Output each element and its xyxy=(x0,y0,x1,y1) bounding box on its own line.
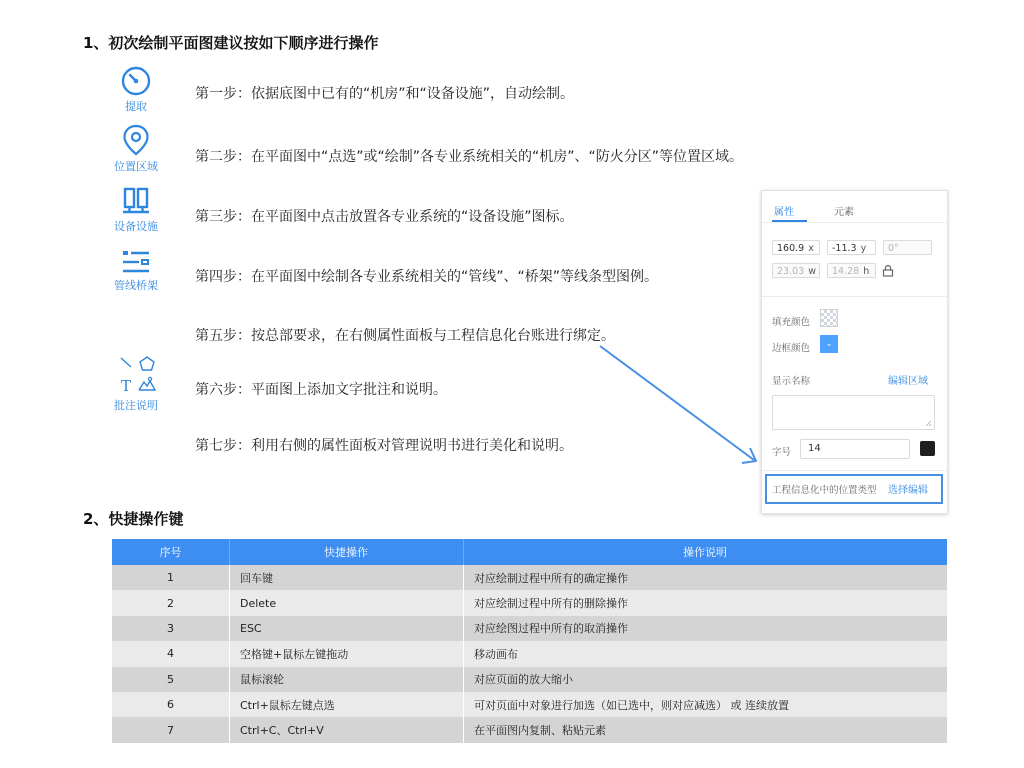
row-description: 可对页面中对象进行加选（如已选中，则对应减选） 或 连续放置 xyxy=(464,692,948,717)
row-shortcut: Ctrl+鼠标左键点选 xyxy=(230,692,464,717)
row-index: 3 xyxy=(112,616,230,641)
section1-title: 1、初次绘制平面图建议按如下顺序进行操作 xyxy=(83,34,379,52)
table-row xyxy=(112,692,947,717)
x-value: 160.9 xyxy=(777,243,805,254)
tabs-divider xyxy=(762,222,947,223)
row-shortcut: Ctrl+C、Ctrl+V xyxy=(230,717,464,742)
section-divider xyxy=(762,296,947,297)
table-row xyxy=(112,565,947,590)
step-7-text: 第七步：利用右侧的属性面板对管理说明书进行美化和说明。 xyxy=(195,438,573,454)
row-description: 对应绘图过程中所有的取消操作 xyxy=(464,616,948,641)
tab-properties[interactable]: 属性 xyxy=(774,207,794,218)
y-field[interactable] xyxy=(827,240,876,255)
position-type-label: 工程信息化中的位置类型 xyxy=(772,485,877,496)
row-shortcut: ESC xyxy=(230,616,464,641)
annotation-tools-icon xyxy=(113,355,159,395)
header-shortcut: 快捷操作 xyxy=(230,539,464,565)
equipment-tool[interactable] xyxy=(106,186,166,234)
location-pin-icon xyxy=(121,124,151,156)
step-5-text: 第五步：按总部要求，在右侧属性面板与工程信息化台账进行绑定。 xyxy=(195,328,615,344)
height-unit: h xyxy=(863,266,870,277)
gauge-icon xyxy=(121,66,151,96)
extract-label: 提取 xyxy=(125,100,147,113)
extract-tool[interactable] xyxy=(106,66,166,114)
height-value: 14.28 xyxy=(832,266,860,277)
font-size-label: 字号 xyxy=(772,447,792,458)
table-row xyxy=(112,667,947,692)
x-unit: x xyxy=(808,243,814,254)
chevron-down-icon: ⌄ xyxy=(825,339,833,348)
row-description: 在平面图内复制、粘贴元素 xyxy=(464,717,948,742)
row-index: 5 xyxy=(112,667,230,692)
table-header-row xyxy=(112,539,947,565)
tab-elements[interactable]: 元素 xyxy=(834,207,854,218)
row-description: 对应绘制过程中所有的删除操作 xyxy=(464,590,948,615)
y-value: -11.3 xyxy=(832,243,857,254)
x-field[interactable] xyxy=(772,240,820,255)
font-size-input[interactable]: 14 xyxy=(800,439,910,459)
step-1-text: 第一步：依据底图中已有的“机房”和“设备设施”，自动绘制。 xyxy=(195,86,575,102)
row-index: 2 xyxy=(112,590,230,615)
border-color-label: 边框颜色 xyxy=(772,343,811,354)
annotation-tool[interactable] xyxy=(106,355,166,413)
annotation-label: 批注说明 xyxy=(114,399,158,412)
section2-title: 2、快捷操作键 xyxy=(83,510,184,528)
step-3-text: 第三步：在平面图中点击放置各专业系统的“设备设施”图标。 xyxy=(195,209,574,225)
row-shortcut: 回车键 xyxy=(230,565,464,590)
location-area-label: 位置区域 xyxy=(114,160,158,173)
table-row xyxy=(112,616,947,641)
y-unit: y xyxy=(860,243,867,254)
property-panel xyxy=(761,190,948,514)
row-description: 对应绘制过程中所有的确定操作 xyxy=(464,565,948,590)
row-shortcut: 空格键+鼠标左键拖动 xyxy=(230,641,464,666)
row-index: 7 xyxy=(112,717,230,742)
table-row xyxy=(112,590,947,615)
width-value: 23.03 xyxy=(777,266,805,277)
location-area-tool[interactable] xyxy=(106,124,166,174)
display-name-textarea[interactable] xyxy=(772,395,935,430)
row-index: 6 xyxy=(112,692,230,717)
row-description: 移动画布 xyxy=(464,641,948,666)
width-unit: w xyxy=(808,266,816,277)
lock-icon[interactable] xyxy=(882,264,894,277)
pipeline-tool[interactable] xyxy=(106,249,166,293)
shortcut-table xyxy=(112,539,947,743)
display-name-label: 显示名称 xyxy=(772,376,811,387)
select-edit-link[interactable]: 选择编辑 xyxy=(888,485,928,496)
font-color-swatch[interactable] xyxy=(920,441,935,456)
row-shortcut: Delete xyxy=(230,590,464,615)
row-index: 1 xyxy=(112,565,230,590)
footer-divider xyxy=(762,470,947,471)
svg-text:T: T xyxy=(121,377,132,395)
row-description: 对应页面的放大缩小 xyxy=(464,667,948,692)
height-field[interactable] xyxy=(827,263,876,278)
rotation-field[interactable] xyxy=(883,240,932,255)
header-index: 序号 xyxy=(112,539,230,565)
table-row xyxy=(112,641,947,666)
pipeline-icon xyxy=(121,249,151,275)
width-field[interactable] xyxy=(772,263,820,278)
pipeline-label: 管线桥架 xyxy=(114,279,158,292)
resize-handle-icon xyxy=(925,420,932,427)
equipment-label: 设备设施 xyxy=(114,220,158,233)
step-4-text: 第四步：在平面图中绘制各专业系统相关的“管线”、“桥架”等线条型图例。 xyxy=(195,269,659,285)
header-description: 操作说明 xyxy=(464,539,948,565)
step-2-text: 第二步：在平面图中“点选”或“绘制”各专业系统相关的“机房”、“防火分区”等位置区域。 xyxy=(195,149,744,165)
fill-color-label: 填充颜色 xyxy=(772,317,811,328)
rotation-value: 0° xyxy=(888,243,899,254)
border-color-swatch[interactable] xyxy=(820,335,838,353)
fill-color-swatch[interactable] xyxy=(820,309,838,327)
row-shortcut: 鼠标滚轮 xyxy=(230,667,464,692)
edit-area-link[interactable]: 编辑区域 xyxy=(888,376,928,387)
step-6-text: 第六步：平面图上添加文字批注和说明。 xyxy=(195,382,447,398)
equipment-icon xyxy=(121,186,151,216)
row-index: 4 xyxy=(112,641,230,666)
table-row xyxy=(112,717,947,742)
